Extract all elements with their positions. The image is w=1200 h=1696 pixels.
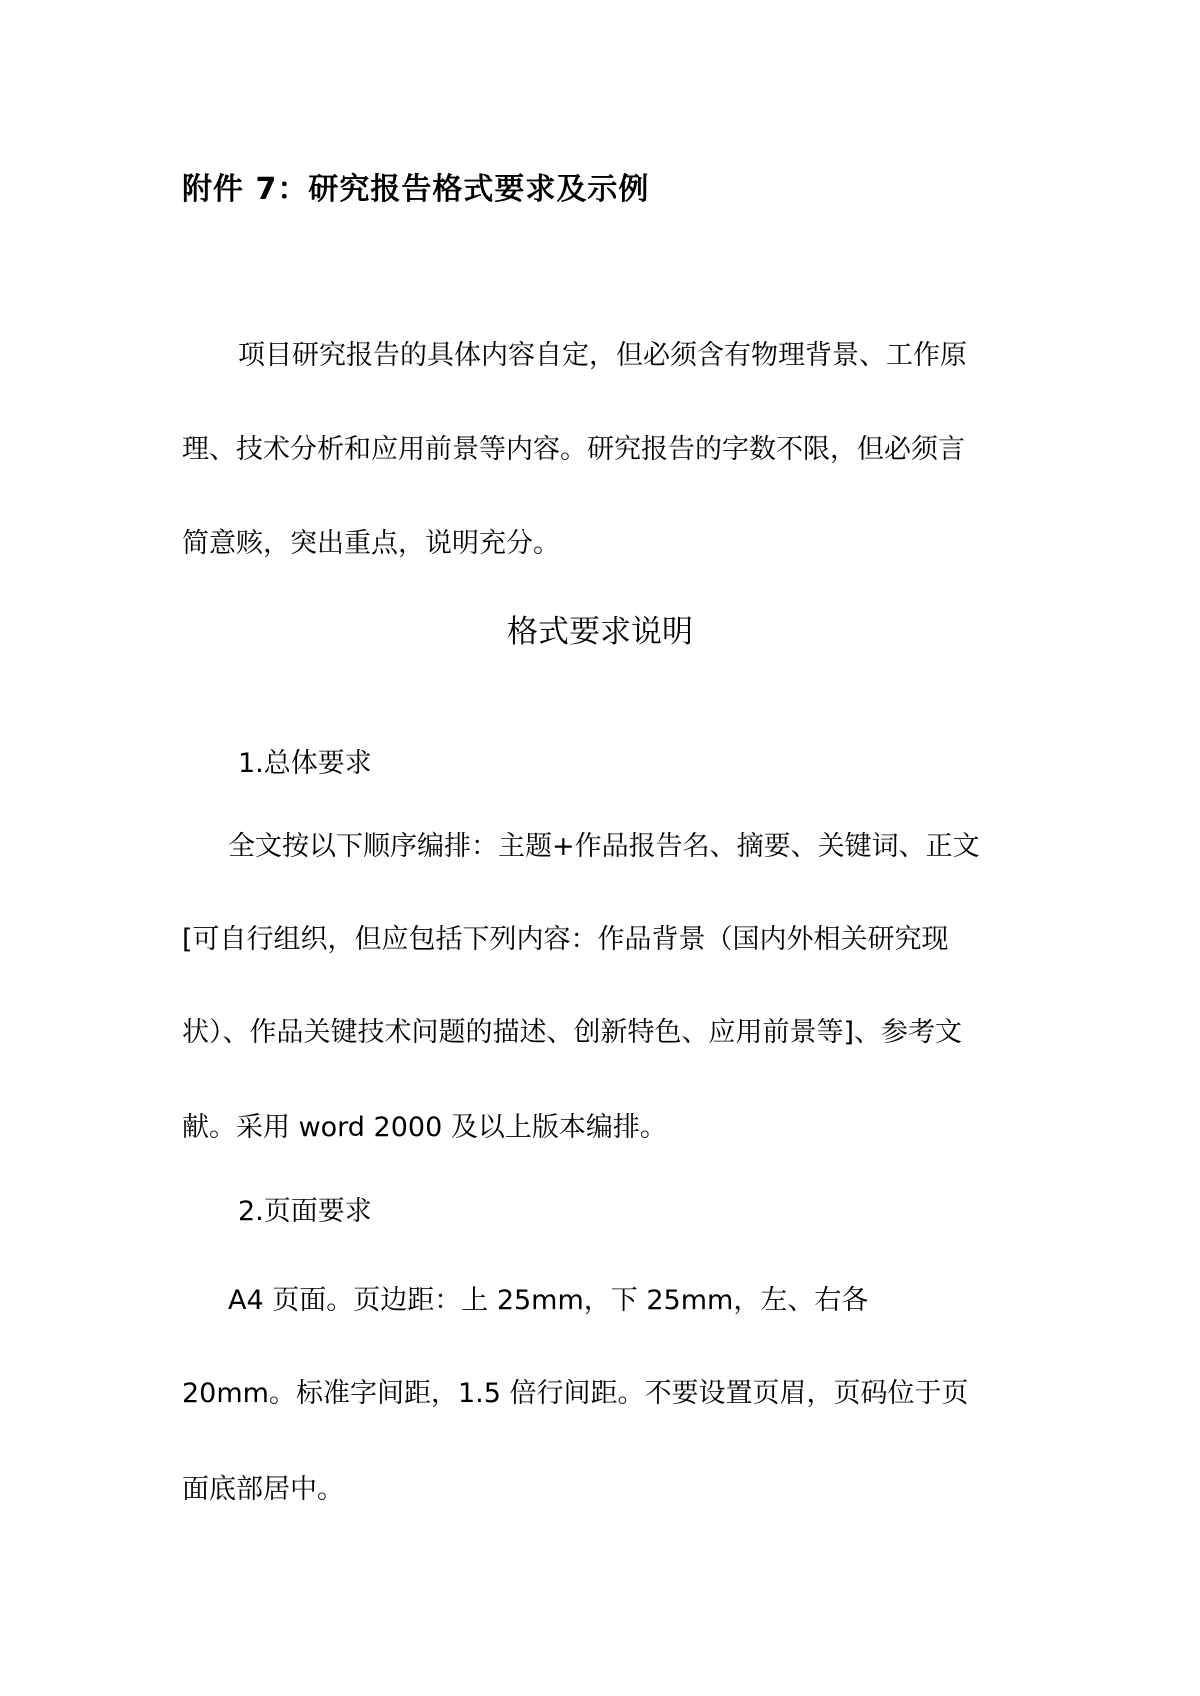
subsection-2-heading: 2.页面要求 (238, 1196, 372, 1227)
intro-line-2: 理、技术分析和应用前景等内容。研究报告的字数不限，但必须言 (182, 434, 965, 465)
subsection-1-line-3: 状）、作品关键技术问题的描述、创新特色、应用前景等]、参考文 (182, 1017, 963, 1048)
intro-line-1: 项目研究报告的具体内容自定，但必须含有物理背景、工作原 (238, 340, 967, 371)
subsection-1-line-4: 献。采用 word 2000 及以上版本编排。 (182, 1112, 667, 1143)
subsection-2-line-2: 20mm。标准字间距，1.5 倍行间距。不要设置页眉，页码位于页 (182, 1378, 969, 1409)
subsection-1-line-1: 全文按以下顺序编排：主题+作品报告名、摘要、关键词、正文 (228, 831, 980, 862)
subsection-2-line-3: 面底部居中。 (182, 1474, 344, 1505)
document-title: 附件 7：研究报告格式要求及示例 (182, 172, 650, 207)
subsection-1-heading: 1.总体要求 (238, 748, 372, 779)
intro-line-3: 简意赅，突出重点，说明充分。 (182, 528, 560, 559)
subsection-1-line-2: [可自行组织，但应包括下列内容：作品背景（国内外相关研究现 (182, 924, 949, 955)
subsection-2-line-1: A4 页面。页边距：上 25mm，下 25mm，左、右各 (228, 1285, 869, 1316)
section-heading: 格式要求说明 (507, 614, 693, 650)
